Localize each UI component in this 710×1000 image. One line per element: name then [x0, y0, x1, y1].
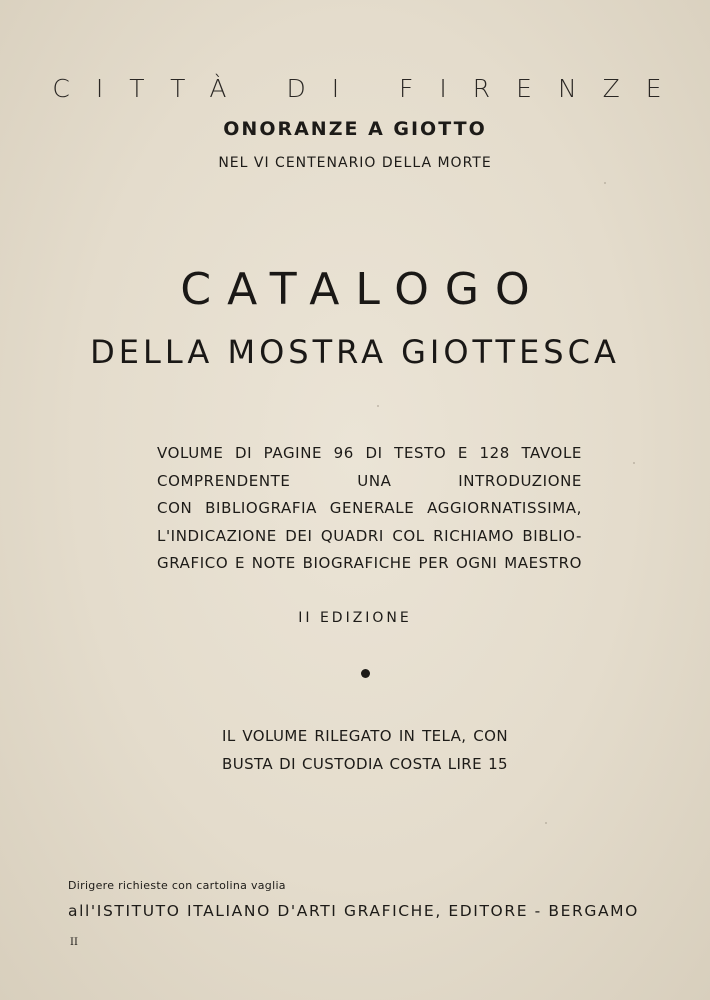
paper-speck	[377, 405, 379, 407]
price-line: IL VOLUME RILEGATO IN TELA, CON	[222, 727, 508, 745]
price-line: BUSTA DI CUSTODIA COSTA LIRE 15	[222, 755, 508, 773]
description-line: CON BIBLIOGRAFIA GENERALE AGGIORNATISSIMA,	[157, 499, 582, 517]
volume-description	[157, 440, 582, 578]
bullet-ornament-icon	[361, 669, 370, 678]
event-heading: ONORANZE A GIOTTO	[223, 118, 487, 140]
paper-speck	[633, 462, 635, 464]
paper-speck	[604, 182, 606, 184]
paper-speck	[545, 822, 547, 824]
city-heading: CITTÀ DI FIRENZE	[52, 74, 688, 103]
exhibition-subtitle: DELLA MOSTRA GIOTTESCA	[90, 333, 620, 371]
occasion-subheading: NEL VI CENTENARIO DELLA MORTE	[218, 155, 492, 171]
description-line: L'INDICAZIONE DEI QUADRI COL RICHIAMO BIBLIO-	[157, 526, 582, 545]
description-line: VOLUME DI PAGINE 96 DI TESTO E 128 TAVOLE	[157, 444, 582, 462]
page-number: II	[70, 937, 78, 948]
requests-note: Dirigere richieste con cartolina vaglia	[68, 879, 286, 892]
publisher-line: all'ISTITUTO ITALIANO D'ARTI GRAFICHE, EDITORE - BERGAMO	[68, 902, 639, 920]
price-notice	[222, 722, 508, 778]
edition-label: II EDIZIONE	[298, 610, 412, 626]
catalogue-title: CATALOGO	[180, 264, 546, 315]
description-line: GRAFICO E NOTE BIOGRAFICHE PER OGNI MAESTRO	[157, 554, 582, 572]
description-line: COMPRENDENTE UNA INTRODUZIONE	[157, 471, 582, 490]
